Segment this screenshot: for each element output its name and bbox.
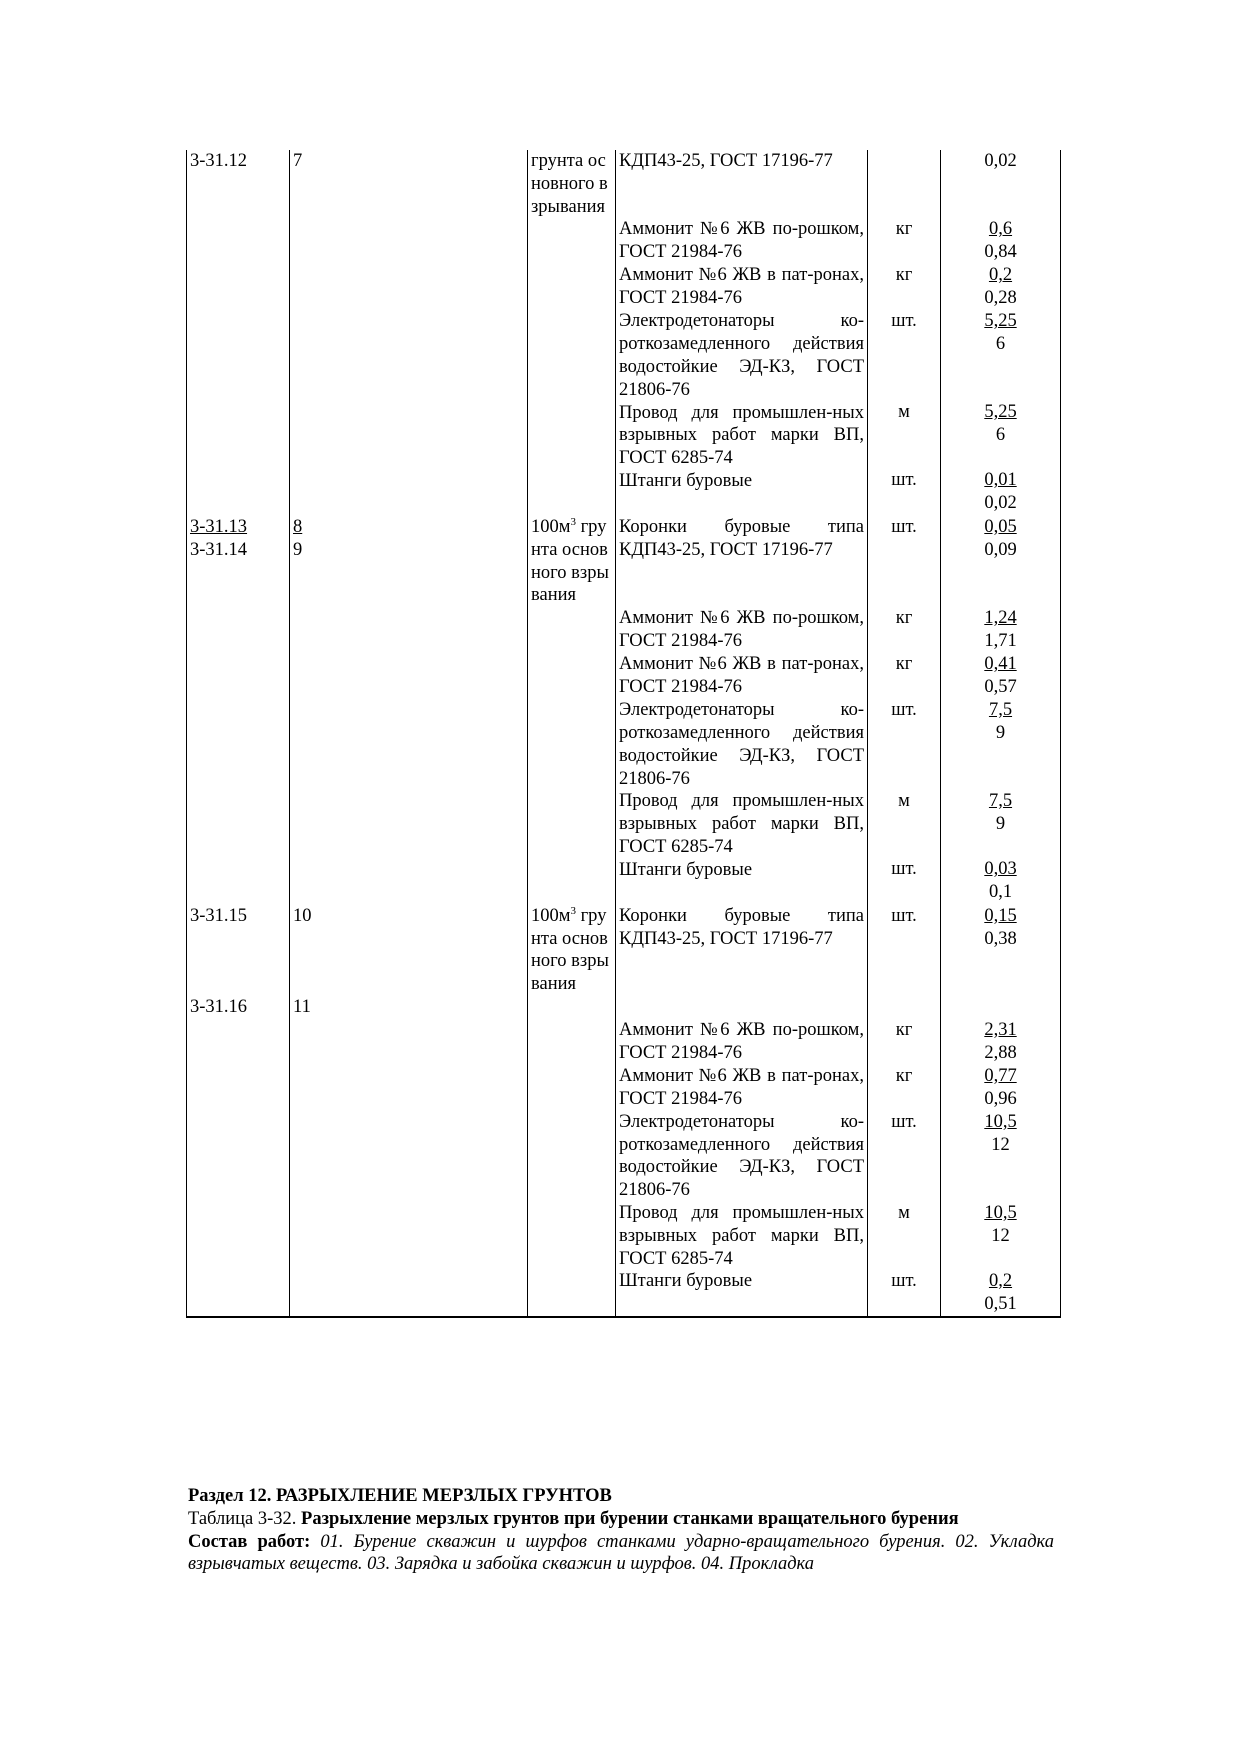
- code-cell: [187, 516, 290, 607]
- value-wrap: [944, 858, 1057, 904]
- value-wrap: [944, 1019, 1057, 1065]
- norm-code: 3-31.13: [190, 516, 248, 537]
- unit-wrap: [871, 310, 937, 401]
- value-top: 0,77: [984, 1065, 1017, 1086]
- value-bottom: 6: [995, 425, 1006, 446]
- value-top: 10,5: [984, 1111, 1017, 1132]
- works-text: 01. Бурение скважин и шурфов станками ударно-вращательного бурения. 02. Укладка взрывчатых веществ. 03. Зарядка и забойка скважин и шурфов. 04. Прокладка: [188, 1531, 1054, 1575]
- resource-unit: м: [898, 1202, 910, 1223]
- unit-cell: [868, 996, 941, 1019]
- norm-code: 3-31.12: [190, 151, 248, 171]
- value-bottom: 2,88: [984, 1042, 1017, 1063]
- resource-unit: шт.: [891, 311, 917, 332]
- value-wrap: [944, 150, 1057, 173]
- resource-name: Коронки буровые типа КДП43-25, ГОСТ 17196-77: [619, 905, 864, 949]
- resource-name: Штанги буровые: [619, 1271, 753, 1292]
- unit-wrap: [871, 1202, 937, 1270]
- section-block: [188, 1485, 1054, 1576]
- code-cell: [187, 905, 290, 996]
- resource-unit: кг: [895, 219, 913, 240]
- table-title: Разрыхление мерзлых грунтов при бурении станками вращательного бурения: [301, 1508, 959, 1529]
- unit-cell: [868, 150, 941, 218]
- value-bottom: 12: [991, 1225, 1010, 1246]
- value-wrap: [944, 1111, 1057, 1202]
- value-top: 0,15: [984, 905, 1017, 926]
- resource-unit: м: [898, 791, 910, 812]
- value-wrap: [944, 1202, 1057, 1270]
- value-cell: [941, 218, 1061, 516]
- value-top: 0,41: [984, 654, 1017, 675]
- value-cell: [941, 996, 1061, 1019]
- value-cell: [941, 1019, 1061, 1318]
- resource-name: Провод для промышлен-ных взрывных работ марки ВП, ГОСТ 6285-74: [619, 402, 864, 469]
- unit-wrap: [871, 1065, 937, 1111]
- works-paragraph: [188, 1531, 1054, 1577]
- value-top: 1,24: [984, 608, 1017, 629]
- value-bottom: 12: [991, 1134, 1010, 1155]
- value-bottom: 0,28: [984, 288, 1017, 309]
- value-cell: [941, 607, 1061, 905]
- norm-number: 10: [293, 905, 312, 926]
- resource-name: Аммонит №6 ЖВ в пат-ронах, ГОСТ 21984-76: [619, 1065, 864, 1109]
- table-row: [187, 218, 1061, 516]
- unit-wrap: [871, 790, 937, 858]
- norm-number: 8: [293, 516, 303, 537]
- meter-cell: [528, 218, 616, 516]
- norm-code: 3-31.14: [190, 539, 248, 560]
- meter-text: $100м^3$ грунта основного взрывания: [531, 515, 609, 606]
- resource-cell: [616, 516, 868, 607]
- value-wrap: [944, 905, 1057, 951]
- resource-name: Электродетонаторы ко-роткозамедленного действия водостойкие ЭД-КЗ, ГОСТ 21806-76: [619, 700, 864, 789]
- value-top: 0,05: [984, 516, 1017, 537]
- value-cell: [941, 150, 1061, 218]
- table-row: [187, 607, 1061, 905]
- unit-wrap: [871, 653, 937, 699]
- resource-cell: [616, 905, 868, 996]
- resource-unit: шт.: [891, 1111, 917, 1132]
- value-bottom: 0,51: [984, 1293, 1017, 1314]
- unit-wrap: [871, 218, 937, 264]
- value-bottom: 9: [995, 813, 1006, 834]
- unit-cell: [868, 1019, 941, 1318]
- norm-number: 9: [293, 539, 303, 560]
- resource-name: Электродетонаторы ко-роткозамедленного действия водостойкие ЭД-КЗ, ГОСТ 21806-76: [619, 1111, 864, 1201]
- resource-name: Провод для промышлен-ных взрывных работ марки ВП, ГОСТ 6285-74: [619, 1202, 864, 1269]
- resource-name: Аммонит №6 ЖВ по-рошком, ГОСТ 21984-76: [619, 1019, 864, 1063]
- resource-unit: кг: [895, 608, 913, 629]
- unit-wrap: [871, 905, 937, 951]
- meter-cell: [528, 607, 616, 905]
- value-bottom: 0,02: [984, 151, 1017, 171]
- norm-code: 3-31.16: [190, 996, 248, 1017]
- unit-wrap: [871, 1270, 937, 1316]
- resource-name: Аммонит №6 ЖВ по-рошком, ГОСТ 21984-76: [619, 219, 864, 263]
- num-cell: [290, 150, 528, 218]
- meter-cell: [528, 516, 616, 607]
- unit-cell: [868, 905, 941, 996]
- code-cell: [187, 218, 290, 516]
- unit-cell: [868, 218, 941, 516]
- unit-wrap: [871, 401, 937, 469]
- resource-unit: кг: [895, 1065, 913, 1086]
- value-wrap: [944, 401, 1057, 469]
- resource-unit: кг: [895, 265, 913, 286]
- value-bottom: 9: [995, 722, 1006, 743]
- resource-name: Штанги буровые: [619, 470, 753, 491]
- table-row: [187, 996, 1061, 1019]
- resource-name: Аммонит №6 ЖВ в пат-ронах, ГОСТ 21984-76: [619, 654, 864, 697]
- value-wrap: [944, 607, 1057, 653]
- meter-cell: [528, 150, 616, 218]
- code-cell: [187, 996, 290, 1019]
- value-wrap: [944, 469, 1057, 515]
- code-cell: [187, 607, 290, 905]
- meter-text: грунта основного взрывания: [531, 151, 608, 217]
- resource-unit: шт.: [891, 859, 917, 880]
- value-top: 10,5: [984, 1202, 1017, 1223]
- value-bottom: 0,84: [984, 242, 1017, 263]
- resource-unit: шт.: [891, 516, 917, 537]
- num-cell: [290, 905, 528, 996]
- code-cell: [187, 150, 290, 218]
- value-cell: [941, 905, 1061, 996]
- meter-cell: [528, 1019, 616, 1318]
- value-bottom: 0,09: [984, 539, 1017, 560]
- table-row: [187, 516, 1061, 607]
- meter-text: $100м^3$ грунта основного взрывания: [531, 904, 609, 995]
- value-top: 5,25: [984, 311, 1017, 332]
- resource-unit: шт.: [891, 1270, 917, 1291]
- unit-cell: [868, 607, 941, 905]
- value-bottom: 0,1: [988, 881, 1013, 902]
- table-row: [187, 1019, 1061, 1318]
- num-cell: [290, 996, 528, 1019]
- value-top: 5,25: [984, 402, 1017, 423]
- table-caption: [188, 1508, 1054, 1531]
- norm-number: 7: [293, 151, 303, 171]
- resource-name: Аммонит №6 ЖВ в пат-ронах, ГОСТ 21984-76: [619, 265, 864, 309]
- section-heading: Раздел 12. РАЗРЫХЛЕНИЕ МЕРЗЛЫХ ГРУНТОВ: [188, 1486, 612, 1506]
- resource-unit: шт.: [891, 905, 917, 926]
- resource-unit: шт.: [891, 470, 917, 491]
- value-bottom: 0,96: [984, 1088, 1017, 1109]
- value-wrap: [944, 264, 1057, 310]
- value-top: 0,6: [988, 219, 1013, 240]
- unit-wrap: [871, 699, 937, 790]
- value-top: 2,31: [984, 1019, 1017, 1040]
- norm-code: 3-31.15: [190, 905, 248, 926]
- table-row: [187, 150, 1061, 218]
- value-wrap: [944, 516, 1057, 562]
- code-cell: [187, 1019, 290, 1318]
- table-row: [187, 905, 1061, 996]
- resource-unit: кг: [895, 654, 913, 675]
- value-bottom: 0,02: [984, 493, 1017, 514]
- unit-wrap: [871, 516, 937, 562]
- resource-name: Аммонит №6 ЖВ по-рошком, ГОСТ 21984-76: [619, 608, 864, 651]
- resource-cell: [616, 150, 868, 218]
- value-wrap: [944, 653, 1057, 699]
- meter-cell: [528, 996, 616, 1019]
- value-bottom: 0,38: [984, 928, 1017, 949]
- value-wrap: [944, 790, 1057, 858]
- resource-unit: м: [898, 402, 910, 423]
- value-bottom: 1,71: [984, 630, 1017, 651]
- unit-wrap: [871, 1111, 937, 1202]
- unit-cell: [868, 516, 941, 607]
- works-label: Состав работ:: [188, 1531, 311, 1552]
- norms-table: [186, 150, 1061, 1318]
- value-bottom: 6: [995, 334, 1006, 355]
- value-top: 7,5: [988, 700, 1013, 721]
- num-cell: [290, 1019, 528, 1318]
- value-wrap: [944, 310, 1057, 401]
- norm-number: 11: [293, 996, 311, 1017]
- value-top: 7,5: [988, 791, 1013, 812]
- num-cell: [290, 607, 528, 905]
- unit-wrap: [871, 469, 937, 515]
- value-wrap: [944, 218, 1057, 264]
- value-wrap: [944, 699, 1057, 790]
- value-bottom: 0,57: [984, 676, 1017, 697]
- resource-cell: [616, 218, 868, 516]
- value-top: 0,03: [984, 859, 1017, 880]
- num-cell: [290, 218, 528, 516]
- resource-name: Штанги буровые: [619, 859, 753, 880]
- value-cell: [941, 516, 1061, 607]
- resource-name: КДП43-25, ГОСТ 17196-77: [619, 151, 833, 171]
- resource-unit: шт.: [891, 700, 917, 721]
- unit-wrap: [871, 607, 937, 653]
- empty-line: [619, 996, 864, 1019]
- resource-name: Коронки буровые типа КДП43-25, ГОСТ 17196-77: [619, 516, 864, 560]
- unit-wrap: [871, 150, 937, 173]
- resource-cell: [616, 607, 868, 905]
- unit-wrap: [871, 1019, 937, 1065]
- resource-cell: [616, 996, 868, 1019]
- value-wrap: [944, 1065, 1057, 1111]
- resource-name: Электродетонаторы ко-роткозамедленного действия водостойкие ЭД-КЗ, ГОСТ 21806-76: [619, 311, 864, 400]
- resource-unit: кг: [895, 1019, 913, 1040]
- num-cell: [290, 516, 528, 607]
- unit-wrap: [871, 264, 937, 310]
- value-top: 0,2: [988, 265, 1013, 286]
- resource-cell: [616, 1019, 868, 1318]
- meter-cell: [528, 905, 616, 996]
- unit-wrap: [871, 858, 937, 904]
- value-top: 0,01: [984, 470, 1017, 491]
- table-label: Таблица 3-32.: [188, 1508, 297, 1529]
- value-wrap: [944, 1270, 1057, 1316]
- value-top: 0,2: [988, 1270, 1013, 1291]
- resource-name: Провод для промышлен-ных взрывных работ марки ВП, ГОСТ 6285-74: [619, 791, 864, 857]
